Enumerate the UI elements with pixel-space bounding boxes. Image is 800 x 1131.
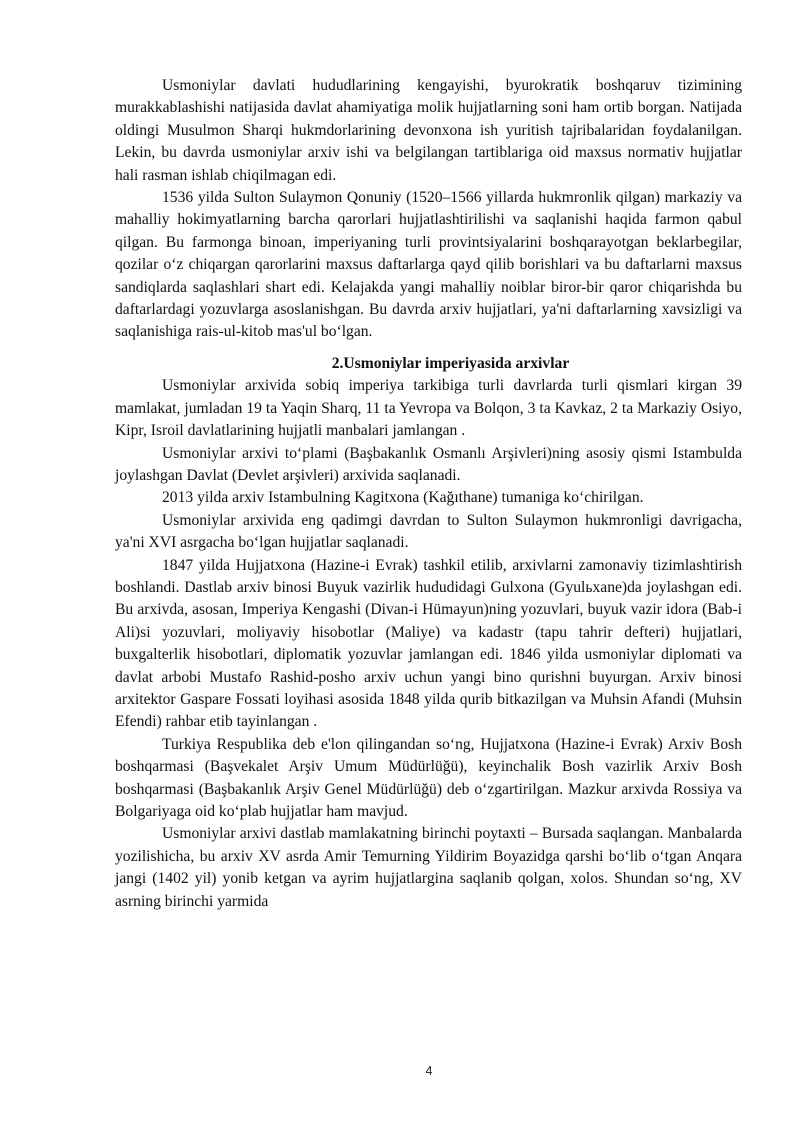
paragraph-oldest-documents: Usmoniylar arxivida eng qadimgi davrdan to Sulton Sulaymon hukmronligi davrigacha, ya'ni XVI asrgacha bo‘lgan hujjatlar saqlanadi. [115,511,742,552]
document-page [115,75,742,913]
paragraph-archive-location: Usmoniylar arxivi to‘plami (Başbakanlık Osmanlı Arşivleri)ning asosiy qismi Istambulda joylashgan Davlat (Devlet arşivleri) arxivida saqlanadi. [115,444,742,484]
paragraph-2013-move: 2013 yilda arxiv Istambulning Kagitxona (Kağıthane) tumaniga ko‘chirilgan. [162,489,644,507]
paragraph-1536-decree: 1536 yilda Sulton Sulaymon Qonuniy (1520–1566 yillarda hukmronlik qilgan) markaziy va mahalliy hokimyatlarning barcha qarorlari hujjatlashtirilishi va saqlanishi haqida farmon qabul qilgan. Bu farmonga binoan, imperiyaning turli provintsiyalarini boshqarayotgan beklarbegilar, qozilar o‘z chiqargan qarorlarini maxsus daftarlarga qayd qilib borishlari va bu daftarlarni maxsus sandiqlarda saqlashlari shart edi. Kelajakda yangi mahalliy noiblar biror-bir qaror chiqarishda bu daftarlardagi yozuvlarga asoslanishgan. Bu davrda arxiv hujjatlari, ya'ni daftarlarning xavsizligi va saqlanishiga rais-ul-kitob mas'ul bo‘lgan. [115,189,742,341]
paragraph-bursa-archive: Usmoniylar arxivi dastlab mamlakatning birinchi poytaxti – Bursada saqlangan. Manbalarda yozilishicha, bu arxiv XV asrda Amir Temurning Yildirim Boyazidga qarshi bo‘lib o‘tgan Anqara jangi (1402 yil) yonib ketgan va ayrim hujjatlargina saqlanib qolgan, xolos. Shundan so‘ng, XV asrning birinchi yarmida [115,825,742,910]
paragraph-1847-hujjatxona: 1847 yilda Hujjatxona (Hazine-i Evrak) tashkil etilib, arxivlarni zamonaviy tizimlashtirish boshlandi. Dastlab arxiv binosi Buyuk vazirlik hududidagi Gulxona (Gyulьxane)da joylashgan edi. Bu arxivda, asosan, Imperiya Kengashi (Divan-i Hümayun)ning yozuvlari, buyuk vazir idora (Bab-i Ali)si yozuvlari, moliyaviy hisobotlar (Maliye) va kadastr (tapu tahrir defteri) hujjatlari, buxgalterlik hisobotlari, diplomatik yozuvlar jamlangan edi. 1846 yilda usmoniylar diplomati va davlat arbobi Mustafo Rashid-posho arxiv uchun yangi bino qurishni buyurgan. Arxiv binosi arxitektor Gaspare Fossati loyihasi asosida 1848 yilda qurib bitkazilgan va Muhsin Afandi (Muhsin Efendi) rahbar etib tayinlangan . [115,556,742,731]
paragraph-republic-renaming: Turkiya Respublika deb e'lon qilingandan so‘ng, Hujjatxona (Hazine-i Evrak) Arxiv Bosh boshqarmasi (Başvekalet Arşiv Umum Müdürlüğü), keyinchalik Bosh vazirlik Arxiv Bosh boshqarmasi (Başbakanlık Arşiv Genel Müdürlüğü) deb o‘zgartirilgan. Mazkur arxivda Rossiya va Bolgariyaga oid ko‘plab hujjatlar ham mavjud. [115,735,742,820]
paragraph-intro: Usmoniylar davlati hududlarining kengayishi, byurokratik boshqaruv tizimining murakkablashishi natijasida davlat ahamiyatiga molik hujjatlarning soni ham ortib borgan. Natijada oldingi Musulmon Sharqi hukmdorlarining devonxona ish yuritish tajribalaridan foydalanilgan. Lekin, bu davrda usmoniylar arxiv ishi va belgilangan tartiblariga oid maxsus normativ hujjatlar hali rasman ishlab chiqilmagan edi. [115,77,742,184]
section-heading: 2.Usmoniylar imperiyasida arxivlar [331,354,570,372]
paragraph-archive-countries: Usmoniylar arxivida sobiq imperiya tarkibiga turli davrlarda turli qismlari kirgan 39 mamlakat, jumladan 19 ta Yaqin Sharq, 11 ta Yevropa va Bolqon, 3 ta Kavkaz, 2 ta Markaziy Osiyo, Kipr, Isroil davlatlarining hujjatli manbalari jamlangan . [115,377,742,440]
page-number: 4 [425,1064,433,1078]
